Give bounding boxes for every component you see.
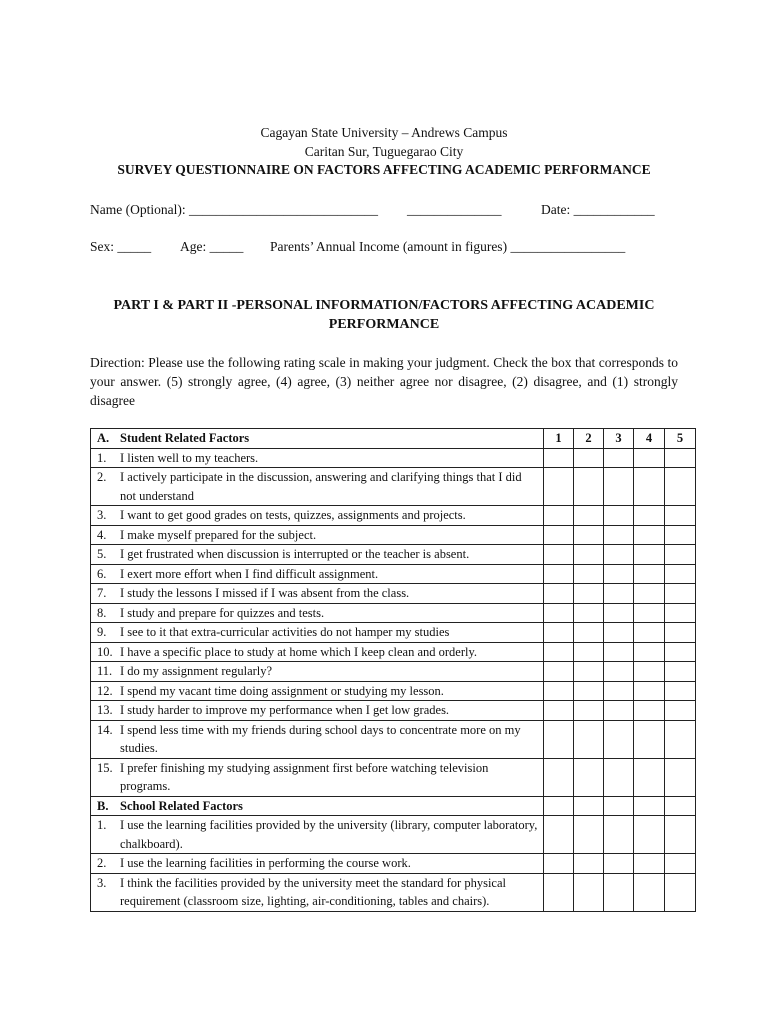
rating-checkbox-4[interactable] <box>634 603 665 623</box>
question-row <box>91 701 696 721</box>
rating-checkbox-1[interactable] <box>544 701 574 721</box>
date-field[interactable] <box>541 202 655 218</box>
age-field[interactable] <box>180 239 243 255</box>
rating-checkbox-5[interactable] <box>665 642 696 662</box>
part-title-line2: PERFORMANCE <box>328 317 440 332</box>
question-row <box>91 525 696 545</box>
rating-header: 3 <box>604 429 634 449</box>
rating-checkbox-1[interactable] <box>544 468 574 506</box>
rating-checkbox-4[interactable] <box>634 854 665 874</box>
rating-checkbox-3[interactable] <box>604 448 634 468</box>
rating-checkbox-5[interactable] <box>665 662 696 682</box>
question-row <box>91 816 696 854</box>
rating-checkbox-4[interactable] <box>634 701 665 721</box>
rating-checkbox-2[interactable] <box>574 564 604 584</box>
question-row <box>91 681 696 701</box>
rating-checkbox-2[interactable] <box>574 603 604 623</box>
rating-checkbox-4[interactable] <box>634 623 665 643</box>
rating-checkbox-3[interactable] <box>604 681 634 701</box>
question-text: I actively participate in the discussion, answering and clarifying things that I did not understand <box>120 470 522 503</box>
question-number: 7. <box>97 586 107 600</box>
section-letter: A. <box>97 431 110 445</box>
rating-header: 1 <box>544 429 574 449</box>
rating-checkbox-1[interactable] <box>544 720 574 758</box>
direction-text: Direction: Please use the following rating scale in making your judgment. Check the box that corresponds to your answer. (5) strongly agree, (4) agree, (3) neither agree nor disagree, (2) disagree, and (1) strongly disagree <box>90 355 678 408</box>
question-cell <box>91 545 544 565</box>
rating-cell[interactable] <box>665 796 696 816</box>
rating-checkbox-4[interactable] <box>634 816 665 854</box>
rating-checkbox-2[interactable] <box>574 662 604 682</box>
rating-checkbox-5[interactable] <box>665 758 696 796</box>
rating-checkbox-1[interactable] <box>544 662 574 682</box>
question-text: I study the lessons I missed if I was absent from the class. <box>120 586 410 600</box>
rating-checkbox-1[interactable] <box>544 758 574 796</box>
question-number: 9. <box>97 625 107 639</box>
rating-checkbox-4[interactable] <box>634 448 665 468</box>
question-cell <box>91 448 544 468</box>
question-row <box>91 758 696 796</box>
question-number: 3. <box>97 508 107 522</box>
rating-checkbox-5[interactable] <box>665 468 696 506</box>
question-text: I use the learning facilities in performing the course work. <box>120 856 411 870</box>
date-label: Date: <box>541 202 571 217</box>
question-text: I exert more effort when I find difficult assignment. <box>120 566 379 581</box>
rating-checkbox-3[interactable] <box>604 603 634 623</box>
question-text: I have a specific place to study at home which I keep clean and orderly. <box>120 644 478 659</box>
survey-title: SURVEY QUESTIONNAIRE ON FACTORS AFFECTING ACADEMIC PERFORMANCE <box>117 162 651 177</box>
rating-checkbox-5[interactable] <box>665 854 696 874</box>
rating-checkbox-2[interactable] <box>574 448 604 468</box>
rating-checkbox-2[interactable] <box>574 720 604 758</box>
question-cell <box>91 720 544 758</box>
rating-checkbox-1[interactable] <box>544 448 574 468</box>
rating-checkbox-4[interactable] <box>634 525 665 545</box>
rating-checkbox-4[interactable] <box>634 681 665 701</box>
question-row <box>91 603 696 623</box>
question-cell <box>91 525 544 545</box>
question-text: I make myself prepared for the subject. <box>120 527 317 542</box>
question-row <box>91 584 696 604</box>
rating-checkbox-2[interactable] <box>574 525 604 545</box>
question-text: I spend less time with my friends during school days to concentrate more on my studies. <box>120 722 521 755</box>
rating-checkbox-5[interactable] <box>665 623 696 643</box>
blank-field[interactable]: ______________ <box>407 202 502 217</box>
rating-checkbox-5[interactable] <box>665 545 696 565</box>
question-text: I spend my vacant time doing assignment or studying my lesson. <box>120 683 444 698</box>
question-cell <box>91 564 544 584</box>
rating-checkbox-3[interactable] <box>604 506 634 526</box>
rating-checkbox-3[interactable] <box>604 758 634 796</box>
question-row <box>91 623 696 643</box>
question-text: I get frustrated when discussion is interrupted or the teacher is absent. <box>120 547 470 561</box>
rating-checkbox-1[interactable] <box>544 506 574 526</box>
sex-blank: _____ <box>117 239 152 254</box>
question-text: I use the learning facilities provided by the university (library, computer laboratory, chalkboard). <box>120 818 538 851</box>
rating-checkbox-3[interactable] <box>604 584 634 604</box>
question-row <box>91 873 696 911</box>
rating-checkbox-1[interactable] <box>544 623 574 643</box>
question-text: I want to get good grades on tests, quizzes, assignments and projects. <box>120 508 466 522</box>
rating-checkbox-4[interactable] <box>634 545 665 565</box>
question-number: 5. <box>97 547 107 561</box>
question-row <box>91 468 696 506</box>
rating-checkbox-4[interactable] <box>634 720 665 758</box>
question-row <box>91 642 696 662</box>
rating-checkbox-3[interactable] <box>604 623 634 643</box>
question-number: 4. <box>97 527 107 542</box>
question-number: 12. <box>97 683 113 698</box>
question-number: 11. <box>97 664 113 678</box>
rating-cell[interactable] <box>634 796 665 816</box>
question-text: I study and prepare for quizzes and tests. <box>120 605 325 620</box>
rating-checkbox-2[interactable] <box>574 506 604 526</box>
rating-checkbox-2[interactable] <box>574 623 604 643</box>
question-cell <box>91 506 544 526</box>
rating-checkbox-3[interactable] <box>604 720 634 758</box>
question-cell <box>91 816 544 854</box>
rating-checkbox-5[interactable] <box>665 873 696 911</box>
rating-checkbox-5[interactable] <box>665 564 696 584</box>
rating-checkbox-2[interactable] <box>574 468 604 506</box>
section-header <box>91 429 544 449</box>
question-row <box>91 506 696 526</box>
question-text: I prefer finishing my studying assignment first before watching television programs. <box>120 760 489 793</box>
rating-checkbox-1[interactable] <box>544 545 574 565</box>
rating-checkbox-4[interactable] <box>634 662 665 682</box>
rating-checkbox-4[interactable] <box>634 468 665 506</box>
age-blank: _____ <box>209 239 244 254</box>
income-label: Parents’ Annual Income (amount in figures) <box>270 239 508 254</box>
university-address: Caritan Sur, Tuguegarao City <box>304 144 464 159</box>
university-name: Cagayan State University – Andrews Campus <box>260 125 508 140</box>
rating-checkbox-3[interactable] <box>604 564 634 584</box>
rating-checkbox-3[interactable] <box>604 545 634 565</box>
question-number: 14. <box>97 722 113 737</box>
rating-checkbox-1[interactable] <box>544 873 574 911</box>
question-text: I listen well to my teachers. <box>120 450 259 465</box>
question-cell <box>91 662 544 682</box>
section-letter: B. <box>97 798 109 813</box>
question-cell <box>91 854 544 874</box>
rating-checkbox-5[interactable] <box>665 681 696 701</box>
question-cell <box>91 584 544 604</box>
question-text: I think the facilities provided by the university meet the standard for physical requirement (classroom size, lighting, air-conditioning, tables and chairs). <box>120 875 507 908</box>
question-cell <box>91 603 544 623</box>
rating-checkbox-1[interactable] <box>544 854 574 874</box>
rating-checkbox-1[interactable] <box>544 525 574 545</box>
rating-checkbox-4[interactable] <box>634 873 665 911</box>
question-number: 2. <box>97 856 107 870</box>
rating-checkbox-2[interactable] <box>574 545 604 565</box>
name-blank: ____________________________ <box>188 202 378 217</box>
rating-checkbox-3[interactable] <box>604 642 634 662</box>
section-label: Student Related Factors <box>120 431 250 445</box>
rating-checkbox-1[interactable] <box>544 603 574 623</box>
rating-checkbox-2[interactable] <box>574 873 604 911</box>
part-title-line1: PART I & PART II -PERSONAL INFORMATION/FACTORS AFFECTING ACADEMIC <box>113 298 655 313</box>
rating-checkbox-2[interactable] <box>574 854 604 874</box>
rating-checkbox-5[interactable] <box>665 720 696 758</box>
question-number: 8. <box>97 605 107 620</box>
question-row <box>91 854 696 874</box>
section-header-row <box>91 796 696 816</box>
rating-header: 2 <box>574 429 604 449</box>
question-row <box>91 662 696 682</box>
question-number: 15. <box>97 760 113 775</box>
rating-checkbox-1[interactable] <box>544 681 574 701</box>
income-field[interactable] <box>270 239 625 255</box>
name-label: Name (Optional): <box>90 202 186 217</box>
rating-checkbox-2[interactable] <box>574 758 604 796</box>
question-text: I see to it that extra-curricular activities do not hamper my studies <box>120 625 450 639</box>
rating-checkbox-1[interactable] <box>544 584 574 604</box>
section-header-row <box>91 429 696 449</box>
question-number: 3. <box>97 875 107 890</box>
question-cell <box>91 642 544 662</box>
question-number: 1. <box>97 818 107 832</box>
rating-cell[interactable] <box>574 796 604 816</box>
question-number: 10. <box>97 644 113 659</box>
part-title <box>0 296 768 334</box>
question-number: 1. <box>97 450 107 465</box>
rating-checkbox-5[interactable] <box>665 525 696 545</box>
rating-checkbox-2[interactable] <box>574 681 604 701</box>
rating-checkbox-4[interactable] <box>634 584 665 604</box>
rating-checkbox-2[interactable] <box>574 816 604 854</box>
rating-checkbox-3[interactable] <box>604 468 634 506</box>
rating-header: 5 <box>665 429 696 449</box>
name-field[interactable] <box>90 202 378 218</box>
rating-checkbox-3[interactable] <box>604 662 634 682</box>
rating-checkbox-4[interactable] <box>634 506 665 526</box>
sex-label: Sex: <box>90 239 115 254</box>
question-cell <box>91 873 544 911</box>
age-label: Age: <box>180 239 207 254</box>
question-row <box>91 448 696 468</box>
question-cell <box>91 758 544 796</box>
rating-checkbox-3[interactable] <box>604 525 634 545</box>
rating-checkbox-1[interactable] <box>544 564 574 584</box>
rating-checkbox-4[interactable] <box>634 758 665 796</box>
income-blank: _________________ <box>510 239 626 254</box>
question-cell <box>91 701 544 721</box>
rating-checkbox-4[interactable] <box>634 642 665 662</box>
rating-checkbox-5[interactable] <box>665 506 696 526</box>
question-number: 13. <box>97 703 113 717</box>
rating-checkbox-5[interactable] <box>665 448 696 468</box>
rating-checkbox-2[interactable] <box>574 642 604 662</box>
rating-header: 4 <box>634 429 665 449</box>
rating-cell[interactable] <box>544 796 574 816</box>
survey-table <box>90 428 696 912</box>
question-text: I do my assignment regularly? <box>120 664 273 678</box>
rating-checkbox-1[interactable] <box>544 642 574 662</box>
rating-checkbox-3[interactable] <box>604 873 634 911</box>
rating-checkbox-5[interactable] <box>665 816 696 854</box>
rating-checkbox-3[interactable] <box>604 854 634 874</box>
section-header <box>91 796 544 816</box>
question-row <box>91 564 696 584</box>
question-cell <box>91 681 544 701</box>
rating-checkbox-2[interactable] <box>574 701 604 721</box>
rating-checkbox-2[interactable] <box>574 584 604 604</box>
question-cell <box>91 623 544 643</box>
question-cell <box>91 468 544 506</box>
question-number: 6. <box>97 566 107 581</box>
rating-checkbox-5[interactable] <box>665 603 696 623</box>
question-number: 2. <box>97 470 107 484</box>
question-row <box>91 545 696 565</box>
rating-checkbox-3[interactable] <box>604 701 634 721</box>
rating-checkbox-5[interactable] <box>665 584 696 604</box>
rating-checkbox-3[interactable] <box>604 816 634 854</box>
rating-cell[interactable] <box>604 796 634 816</box>
question-row <box>91 720 696 758</box>
section-label: School Related Factors <box>120 798 243 813</box>
rating-checkbox-4[interactable] <box>634 564 665 584</box>
rating-checkbox-5[interactable] <box>665 701 696 721</box>
question-text: I study harder to improve my performance when I get low grades. <box>120 703 450 717</box>
sex-field[interactable] <box>90 239 151 255</box>
rating-checkbox-1[interactable] <box>544 816 574 854</box>
date-blank: ____________ <box>573 202 655 217</box>
